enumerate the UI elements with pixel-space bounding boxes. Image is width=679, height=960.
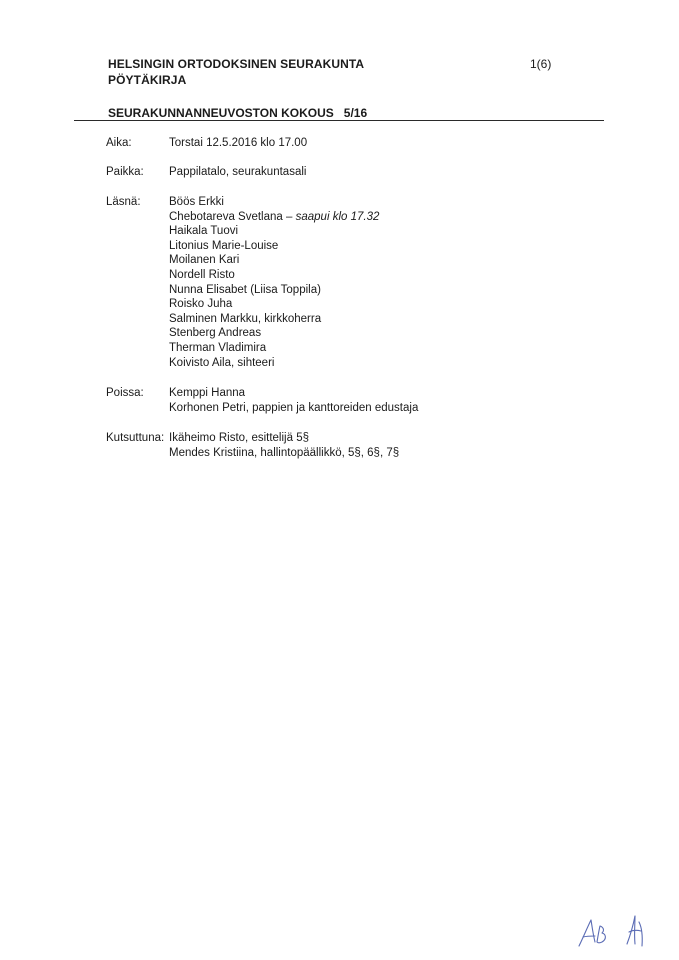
invited-member: Ikäheimo Risto, esittelijä 5§ — [169, 432, 309, 444]
present-member: Böös Erkki — [169, 196, 224, 208]
meeting-title — [108, 105, 367, 121]
present-member: Therman Vladimira — [169, 341, 267, 354]
invited-label: Kutsuttuna: — [106, 432, 165, 444]
invited-member: Mendes Kristiina, hallintopäällikkö, 5§, 6§, 7§ — [169, 446, 400, 459]
header-block — [108, 56, 364, 88]
page-number: 1(6) — [530, 57, 552, 71]
arrival-note-separator: – — [282, 210, 296, 223]
header-divider — [74, 120, 604, 121]
arrival-note: saapui klo 17.32 — [295, 210, 380, 223]
organization-name: HELSINGIN ORTODOKSINEN SEURAKUNTA — [108, 57, 365, 71]
meeting-name: SEURAKUNNANNEUVOSTON KOKOUS — [108, 106, 334, 120]
present-member: Litonius Marie-Louise — [169, 239, 279, 252]
handwritten-initials-signature — [575, 912, 657, 952]
absent-member: Korhonen Petri, pappien ja kanttoreiden edustaja — [169, 401, 419, 414]
place-label: Paikka: — [106, 166, 144, 178]
absent-member: Kemppi Hanna — [169, 387, 246, 399]
invited-list — [169, 431, 399, 460]
present-member — [169, 210, 379, 225]
present-member: Salminen Markku, kirkkoherra — [169, 312, 322, 325]
present-list — [169, 195, 379, 370]
present-member: Moilanen Kari — [169, 254, 240, 267]
present-member-name: Chebotareva Svetlana — [169, 210, 283, 223]
place-value: Pappilatalo, seurakuntasali — [169, 166, 307, 178]
present-label: Läsnä: — [106, 196, 141, 208]
absent-label: Poissa: — [106, 387, 144, 399]
document-type: PÖYTÄKIRJA — [108, 73, 187, 87]
absent-list — [169, 386, 418, 415]
present-member: Stenberg Andreas — [169, 327, 262, 340]
time-value: Torstai 12.5.2016 klo 17.00 — [169, 137, 308, 149]
present-member: Nunna Elisabet (Liisa Toppila) — [169, 283, 321, 296]
present-member: Haikala Tuovi — [169, 225, 239, 238]
time-label: Aika: — [106, 137, 132, 149]
present-member: Nordell Risto — [169, 268, 235, 281]
present-member: Roisko Juha — [169, 298, 233, 311]
present-member: Koivisto Aila, sihteeri — [169, 356, 275, 369]
meeting-number: 5/16 — [343, 106, 368, 120]
